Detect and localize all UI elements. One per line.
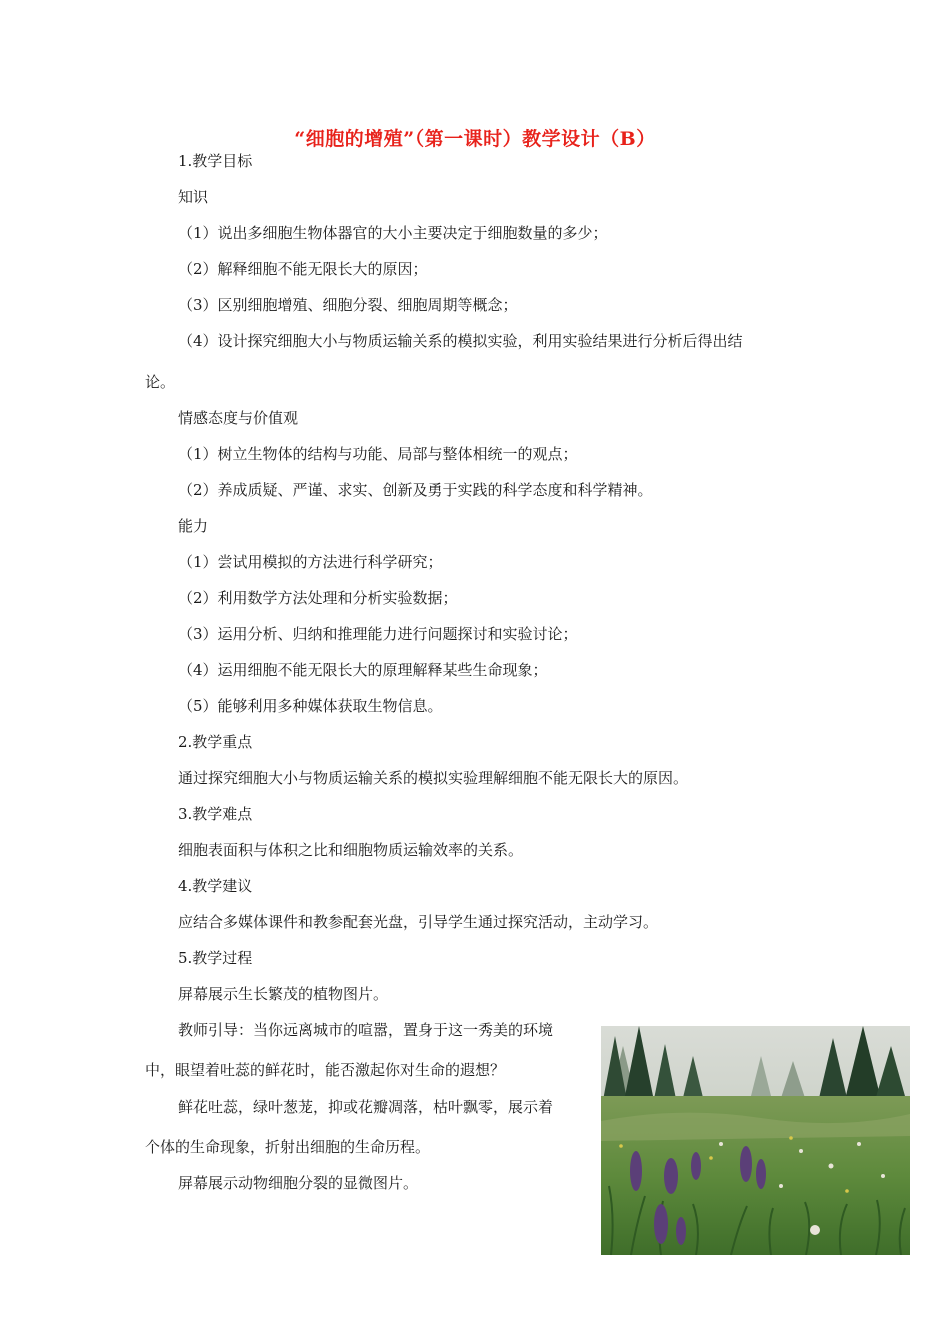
knowledge-item-1: （1）说出多细胞生物体器官的大小主要决定于细胞数量的多少； — [178, 224, 608, 242]
process-text-3: 鲜花吐蕊，绿叶葱茏，抑或花瓣凋落，枯叶飘零，展示着 — [178, 1098, 554, 1116]
meadow-photo — [601, 1026, 910, 1255]
knowledge-item-4: （4）设计探究细胞大小与物质运输关系的模拟实验，利用实验结果进行分析后得出结 — [178, 332, 743, 350]
ability-item-4: （4）运用细胞不能无限长大的原理解释某些生命现象； — [178, 661, 548, 679]
section-heading-process: 5.教学过程 — [178, 949, 253, 967]
document-title: “细胞的增殖”（第一课时）教学设计（B） — [294, 128, 656, 150]
attitude-item-1: （1）树立生物体的结构与功能、局部与整体相统一的观点； — [178, 445, 578, 463]
subheading-knowledge: 知识 — [178, 188, 209, 206]
process-text-3-cont: 个体的生命现象，折射出细胞的生命历程。 — [145, 1138, 431, 1156]
knowledge-item-3: （3）区别细胞增殖、细胞分裂、细胞周期等概念； — [178, 296, 518, 314]
key-points-text: 通过探究细胞大小与物质运输关系的模拟实验理解细胞不能无限长大的原因。 — [178, 769, 689, 787]
process-text-2: 教师引导：当你远离城市的喧嚣，置身于这一秀美的环境 — [178, 1021, 554, 1039]
knowledge-item-2: （2）解释细胞不能无限长大的原因； — [178, 260, 428, 278]
section-heading-suggestions: 4.教学建议 — [178, 877, 253, 895]
subheading-attitude: 情感态度与价值观 — [178, 409, 299, 427]
ability-item-2: （2）利用数学方法处理和分析实验数据； — [178, 589, 458, 607]
ability-item-3: （3）运用分析、归纳和推理能力进行问题探讨和实验讨论； — [178, 625, 578, 643]
attitude-item-2: （2）养成质疑、严谨、求实、创新及勇于实践的科学态度和科学精神。 — [178, 481, 653, 499]
subheading-ability: 能力 — [178, 517, 209, 535]
section-heading-key-points: 2.教学重点 — [178, 733, 253, 751]
section-heading-objectives: 1.教学目标 — [178, 152, 253, 170]
knowledge-item-4-cont: 论。 — [145, 373, 176, 391]
ability-item-5: （5）能够利用多种媒体获取生物信息。 — [178, 697, 443, 715]
difficulties-text: 细胞表面积与体积之比和细胞物质运输效率的关系。 — [178, 841, 524, 859]
ability-item-1: （1）尝试用模拟的方法进行科学研究； — [178, 553, 443, 571]
suggestions-text: 应结合多媒体课件和教参配套光盘，引导学生通过探究活动，主动学习。 — [178, 913, 659, 931]
process-text-2-cont: 中，眼望着吐蕊的鲜花时，能否激起你对生命的遐想？ — [145, 1061, 506, 1079]
process-text-4: 屏幕展示动物细胞分裂的显微图片。 — [178, 1174, 419, 1192]
process-text-1: 屏幕展示生长繁茂的植物图片。 — [178, 985, 389, 1003]
section-heading-difficulties: 3.教学难点 — [178, 805, 253, 823]
